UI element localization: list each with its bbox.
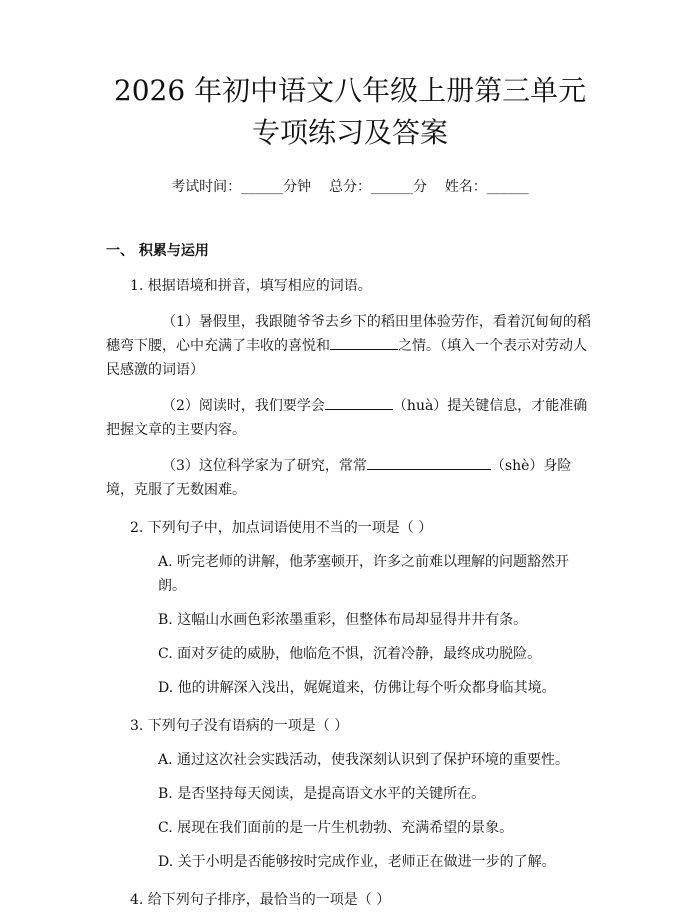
question-2-option-c: C. 面对歹徒的威胁，他临危不惧，沉着冷静，最终成功脱险。 (158, 646, 542, 662)
question-1-sub-2 (106, 394, 594, 442)
question-3-stem: 3. 下列句子没有语病的一项是（ ） (130, 718, 349, 734)
question-1-sub-3 (106, 454, 594, 502)
answer-blank[interactable] (325, 395, 393, 410)
answer-blank[interactable] (367, 455, 491, 470)
sub-2-text-b: （huà）提关键信息，才能准确把握文章的主要内容。 (106, 398, 588, 438)
question-3-option-b: B. 是否坚持每天阅读，是提高语文水平的关键所在。 (158, 786, 486, 802)
question-2-option-b: B. 这幅山水画色彩浓墨重彩，但整体布局却显得井井有条。 (158, 612, 528, 628)
sub-3-text-a: （3）这位科学家为了研究，常常 (162, 458, 367, 474)
section-heading: 一、 积累与运用 (106, 243, 209, 259)
page-title: 2026 年初中语文八年级上册第三单元专项练习及答案 (113, 74, 587, 149)
question-2-option-d: D. 他的讲解深入浅出，娓娓道来，仿佛让每个听众都身临其境。 (158, 680, 556, 696)
question-2-option-a: A. 听完老师的讲解，他茅塞顿开，许多之前难以理解的问题豁然开朗。 (158, 554, 570, 594)
sub-3-text-b: （shè）身险境，克服了无数困难。 (106, 458, 572, 498)
question-3-option-d: D. 关于小明是否能够按时完成作业，老师正在做进一步的了解。 (158, 854, 556, 870)
sub-2-text-a: （2）阅读时，我们要学会 (162, 398, 325, 414)
question-1-stem: 1. 根据语境和拼音，填写相应的词语。 (130, 278, 372, 294)
sub-1-text-a: （1）暑假里，我跟随爷爷去乡下的稻田里体验劳作，看着沉甸甸的稻穗弯下腰，心中充满了丰收的喜悦和 (106, 314, 591, 354)
question-4-stem: 4. 给下列句子排序，最恰当的一项是（ ） (130, 892, 391, 908)
question-3-option-a: A. 通过这次社会实践活动，使我深刻认识到了保护环境的重要性。 (158, 752, 570, 768)
question-1-sub-1 (106, 310, 594, 382)
answer-blank[interactable] (330, 335, 398, 350)
question-2-stem: 2. 下列句子中，加点词语使用不当的一项是（ ） (130, 520, 433, 536)
exam-meta: 考试时间：______分钟 总分：______分 姓名：______ (171, 179, 529, 195)
question-3-option-c: C. 展现在我们面前的是一片生机勃勃、充满希望的景象。 (158, 820, 514, 836)
sub-1-text-b: 之情。（填入一个表示对劳动人民感激的词语） (106, 338, 587, 378)
